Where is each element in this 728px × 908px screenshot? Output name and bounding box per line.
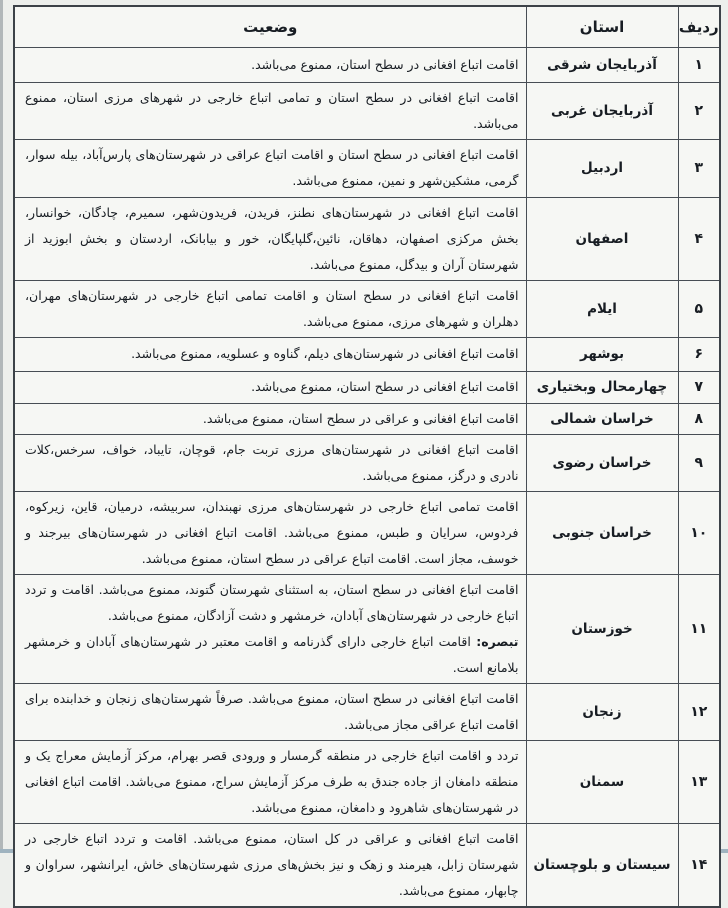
status-text: اقامت اتباع افغانی و عراقی در کل استان، ممنوع می‌باشد. اقامت و تردد اتباع خارجی در شهرستان زابل، هیرمند و زهک و نیز بخش‌های مرزی شهرستان‌های خاش، ایرانشهر، سراوان و چابهار، ممنوع می‌باشد. xyxy=(14,823,526,907)
province-name: خوزستان xyxy=(526,574,678,683)
province-name: خراسان رضوی xyxy=(526,434,678,491)
status-text: اقامت اتباع افغانی در شهرستان‌های دیلم، گناوه و عسلویه، ممنوع می‌باشد. xyxy=(14,337,526,371)
header-row xyxy=(14,6,720,47)
row-number: ۱۳ xyxy=(678,740,720,823)
table-row xyxy=(14,574,720,683)
status-text: اقامت اتباع افغانی در شهرستان‌های نطنز، فریدن، فریدون‌شهر، سمیرم، چادگان، خوانسار، بخش مرکزی اصفهان، دهاقان، نائین،گلپایگان، خور و بیابانک، اردستان و بخش ابوزید از شهرستان آران و بیدگل، ممنوع می‌باشد. xyxy=(14,197,526,280)
row-number: ۲ xyxy=(678,82,720,139)
table-row xyxy=(14,280,720,337)
header-province: استان xyxy=(526,6,678,47)
row-number: ۵ xyxy=(678,280,720,337)
table-row xyxy=(14,82,720,139)
table-row xyxy=(14,47,720,82)
table-row xyxy=(14,434,720,491)
province-name: چهارمحال وبختیاری xyxy=(526,371,678,403)
province-name: آذربایجان شرقی xyxy=(526,47,678,82)
table-row xyxy=(14,403,720,434)
row-number: ۸ xyxy=(678,403,720,434)
province-name: اردبیل xyxy=(526,139,678,197)
province-name: خراسان شمالی xyxy=(526,403,678,434)
status-text: اقامت اتباع افغانی در سطح استان، ممنوع می‌باشد. xyxy=(14,47,526,82)
province-name: اصفهان xyxy=(526,197,678,280)
province-name: خراسان جنوبی xyxy=(526,491,678,574)
row-number: ۶ xyxy=(678,337,720,371)
row-number: ۱۱ xyxy=(678,574,720,683)
table-row xyxy=(14,371,720,403)
table-body xyxy=(14,47,720,907)
scan-page-edge-left xyxy=(0,0,3,853)
province-name: ایلام xyxy=(526,280,678,337)
status-text: اقامت اتباع افغانی در سطح استان، ممنوع می‌باشد. صرفاً شهرستان‌های زنجان و خدابنده برای اقامت اتباع عراقی مجاز می‌باشد. xyxy=(14,683,526,740)
status-text: اقامت تمامی اتباع خارجی در شهرستان‌های مرزی نهبندان، سربیشه، درمیان، قاین، زیرکوه، فردوس، سرایان و طبس، ممنوع می‌باشد. اقامت اتباع افغانی در شهرستان‌های بیرجند و خوسف، مجاز است. اقامت اتباع عراقی در سطح استان، ممنوع می‌باشد. xyxy=(14,491,526,574)
note-label: تبصره: xyxy=(470,633,519,649)
province-name: بوشهر xyxy=(526,337,678,371)
table-row xyxy=(14,139,720,197)
table-row xyxy=(14,337,720,371)
status-text: اقامت اتباع افغانی در شهرستان‌های مرزی تربت جام، قوچان، تایباد، خواف، سرخس،کلات نادری و درگز، ممنوع می‌باشد. xyxy=(14,434,526,491)
province-name: سمنان xyxy=(526,740,678,823)
row-number: ۴ xyxy=(678,197,720,280)
table-row xyxy=(14,197,720,280)
row-number: ۷ xyxy=(678,371,720,403)
province-name: زنجان xyxy=(526,683,678,740)
table-row xyxy=(14,823,720,907)
row-number: ۳ xyxy=(678,139,720,197)
status-text: اقامت اتباع افغانی و عراقی در سطح استان، ممنوع می‌باشد. xyxy=(14,403,526,434)
row-number: ۱ xyxy=(678,47,720,82)
row-number: ۱۰ xyxy=(678,491,720,574)
status-text: اقامت اتباع افغانی در سطح استان، ممنوع می‌باشد. xyxy=(14,371,526,403)
header-row-number: ردیف xyxy=(678,6,720,47)
status-text: تردد و اقامت اتباع خارجی در منطقه گرمسار و ورودی قصر بهرام، مرکز آزمایش معراج یک و منطقه دامغان از جاده جندق به طرف مرکز آزمایش سراج، ممنوع می‌باشد. اقامت اتباع افغانی در شهرستان‌های شاهرود و دامغان، ممنوع می‌باشد. xyxy=(14,740,526,823)
provinces-status-table xyxy=(13,5,721,908)
row-number: ۱۴ xyxy=(678,823,720,907)
header-status: وضعیت xyxy=(14,6,526,47)
status-text: اقامت اتباع افغانی در سطح استان و تمامی اتباع خارجی در شهرهای مرزی استان، ممنوع می‌باشد. xyxy=(14,82,526,139)
province-name: سیستان و بلوچستان xyxy=(526,823,678,907)
row-number: ۱۲ xyxy=(678,683,720,740)
table-row xyxy=(14,491,720,574)
row-number: ۹ xyxy=(678,434,720,491)
table-row xyxy=(14,683,720,740)
status-note: تبصره: اقامت اتباع خارجی دارای گذرنامه و اقامت معتبر در شهرستان‌های آبادان و خرمشهر بلامانع است. xyxy=(25,633,519,675)
status-text: اقامت اتباع افغانی در سطح استان، به استثنای شهرستان گتوند، ممنوع می‌باشد. اقامت و تردد اتباع خارجی در شهرستان‌های آبادان، خرمشهر و دشت آزادگان، ممنوع می‌باشد. تبصره: اقامت اتباع خارجی دارای گذرنامه و اقامت معتبر در شهرستان‌های آبادان و خرمشهر بلامانع است. xyxy=(14,574,526,683)
status-text: اقامت اتباع افغانی در سطح استان و اقامت اتباع عراقی در شهرستان‌های پارس‌آباد، بیله سوار، گرمی، مشکین‌شهر و نمین، ممنوع می‌باشد. xyxy=(14,139,526,197)
status-text: اقامت اتباع افغانی در سطح استان و اقامت تمامی اتباع خارجی در شهرستان‌های مهران، دهلران و شهرهای مرزی، ممنوع می‌باشد. xyxy=(14,280,526,337)
province-name: آذربایجان غربی xyxy=(526,82,678,139)
table-row xyxy=(14,740,720,823)
